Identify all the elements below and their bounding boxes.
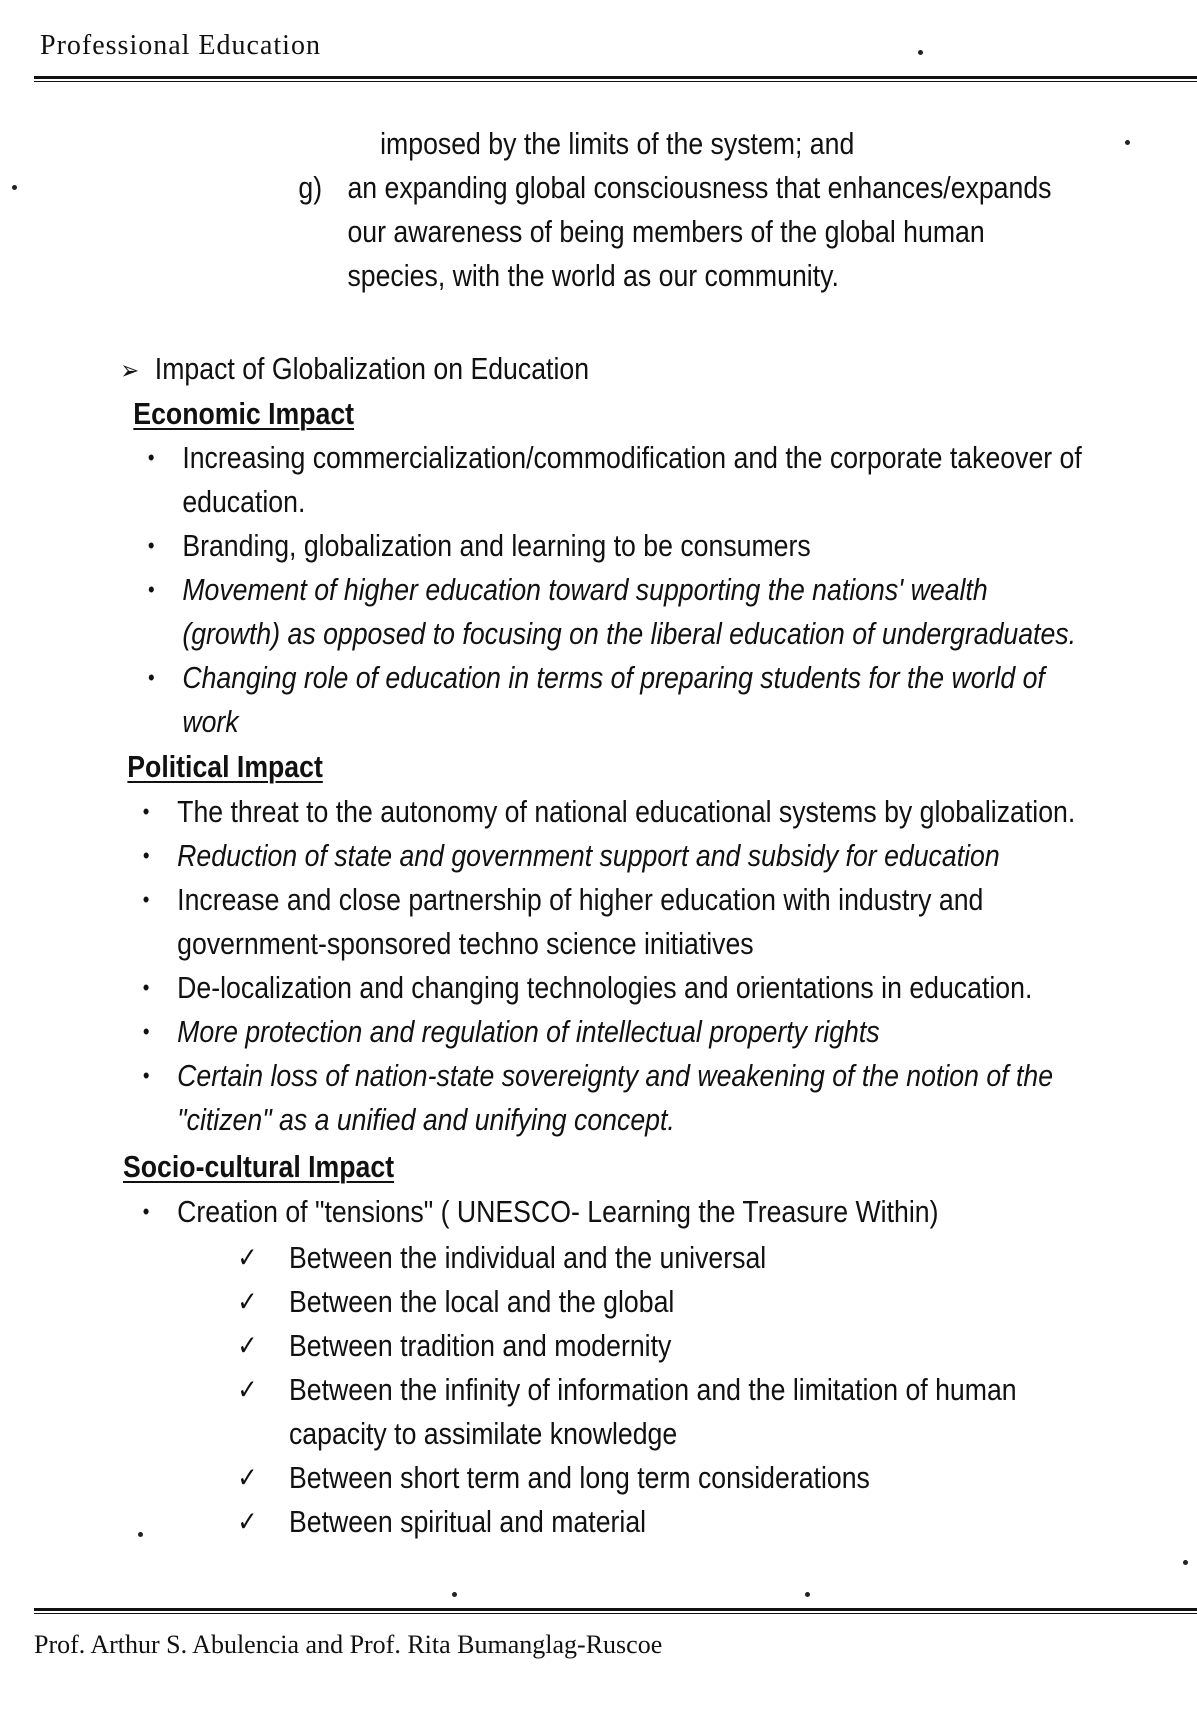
bullet-icon: • — [142, 799, 150, 824]
bullet-icon: • — [142, 843, 150, 868]
sociocultural-impact-list — [143, 1190, 1080, 1234]
continued-line: imposed by the limits of the system; and — [380, 126, 855, 161]
section-heading — [120, 347, 589, 392]
section-title: Impact of Globalization on Education — [154, 351, 590, 386]
check-icon: ✓ — [237, 1461, 258, 1494]
scan-speck — [918, 50, 923, 55]
bullet-icon: • — [147, 533, 155, 558]
check-item: ✓ Between the local and the global — [237, 1280, 1080, 1324]
check-icon: ✓ — [237, 1285, 258, 1318]
running-header: Professional Education — [40, 30, 321, 61]
check-item: ✓ Between the individual and the universal — [237, 1236, 1080, 1280]
check-item: ✓ Between tradition and modernity — [237, 1324, 1080, 1368]
check-icon: ✓ — [237, 1329, 258, 1362]
check-icon: ✓ — [237, 1505, 258, 1538]
list-item: • Certain loss of nation-state sovereignty and weakening of the notion of the "citizen" as a unified and unifying concept. — [143, 1054, 1089, 1142]
bullet-icon: • — [142, 975, 150, 1000]
check-icon: ✓ — [237, 1241, 258, 1274]
sociocultural-impact-heading: Socio-cultural Impact — [122, 1149, 395, 1184]
check-icon: ✓ — [237, 1373, 258, 1406]
scan-speck — [1125, 140, 1130, 145]
check-item: ✓ Between the infinity of information and the limitation of human capacity to assimilate knowledge — [237, 1368, 1080, 1456]
tensions-checklist — [237, 1236, 1080, 1544]
list-item: • Movement of higher education toward supporting the nations' wealth (growth) as opposed to focusing on the liberal education of undergraduates. — [148, 568, 1085, 656]
item-g-text: an expanding global consciousness that enhances/expands our awareness of being members of the global human species, with the world as our community. — [347, 170, 1052, 293]
scan-speck — [452, 1592, 457, 1597]
list-item: • De-localization and changing technologies and orientations in education. — [143, 966, 1089, 1010]
bullet-icon: • — [147, 445, 155, 470]
economic-impact-heading: Economic Impact — [133, 396, 355, 431]
item-g-marker: g) — [298, 170, 323, 205]
check-item: ✓ Between short term and long term considerations — [237, 1456, 1080, 1500]
bullet-icon: • — [147, 577, 155, 602]
bullet-icon: • — [147, 665, 155, 690]
scan-speck — [12, 185, 17, 190]
header-rule-thin — [34, 81, 1197, 82]
scan-speck — [138, 1532, 143, 1537]
political-impact-heading: Political Impact — [127, 749, 323, 784]
list-item: • More protection and regulation of intellectual property rights — [143, 1010, 1089, 1054]
economic-impact-list — [148, 436, 1085, 744]
list-item: • Reduction of state and government support and subsidy for education — [143, 834, 1089, 878]
scan-speck — [805, 1592, 810, 1597]
footer-rule-thin — [34, 1613, 1197, 1614]
check-item: ✓ Between spiritual and material — [237, 1500, 1080, 1544]
footer-rule — [34, 1608, 1197, 1611]
scan-speck — [1183, 1560, 1188, 1565]
bullet-icon: • — [142, 1063, 150, 1088]
list-item-g — [298, 166, 1072, 298]
list-item: • The threat to the autonomy of national educational systems by globalization. — [143, 790, 1089, 834]
bullet-icon: • — [142, 887, 150, 912]
list-item: • Increase and close partnership of higher education with industry and government-sponsored techno science initiatives — [143, 878, 1089, 966]
political-impact-list — [143, 790, 1089, 1142]
bullet-icon: • — [142, 1199, 150, 1224]
footer-authors: Prof. Arthur S. Abulencia and Prof. Rita Bumanglag-Ruscoe — [34, 1630, 663, 1659]
list-item: • Changing role of education in terms of preparing students for the world of work — [148, 656, 1085, 744]
list-item: • Creation of "tensions" ( UNESCO- Learning the Treasure Within) — [143, 1190, 1080, 1234]
list-item: • Branding, globalization and learning to be consumers — [148, 524, 1085, 568]
bullet-icon: • — [142, 1019, 150, 1044]
arrow-bullet-icon: ➢ — [120, 355, 140, 385]
header-rule — [34, 76, 1197, 79]
list-item: • Increasing commercialization/commodification and the corporate takeover of education. — [148, 436, 1085, 524]
